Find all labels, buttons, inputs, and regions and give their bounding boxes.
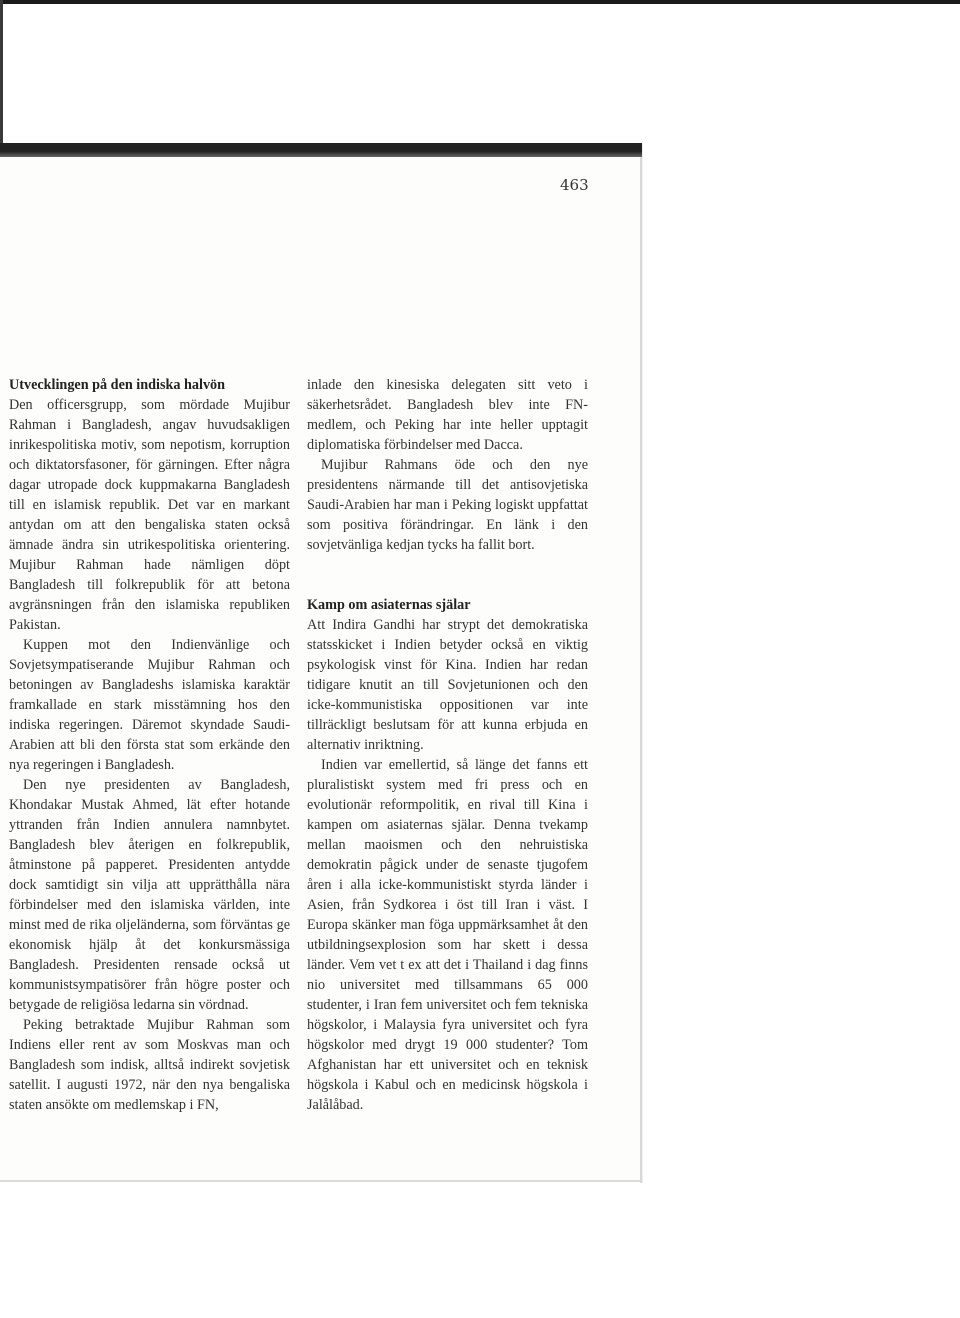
section-heading-right: Kamp om asiaternas själar bbox=[307, 597, 471, 613]
right-column bbox=[307, 375, 588, 1115]
paragraph: Mujibur Rahmans öde och den nye presidentens närmande till det antisovjetiska Saudi-Arabien har man i Peking logiskt uppfattat som positiva förändringar. En länk i den sovjetvänliga kedjan tycks ha fallit bort. bbox=[307, 457, 588, 553]
page-bottom-line bbox=[0, 1180, 640, 1182]
paragraph: Indien var emellertid, så länge det fanns ett pluralistiskt system med fri press och en evolutionär reformpolitik, en rival till Kina i kampen om asiaternas själar. Denna tvekamp mellan maoismen och den nehruistiska demokratin pågick under de senaste tjugofem åren i alla icke-kommunistiskt styrda länder i Asien, från Sydkorea i öst till Iran i väst. I Europa skänker man föga uppmärksamhet åt den utbildningsexplosion som har skett i dessa länder. Vem vet t ex att det i Thailand i dag finns nio universitet med tillsammans 65 000 studenter, i Iran fem universitet och fem tekniska högskolor, i Malaysia fyra universitet och fyra högskolor med drygt 19 000 studenter? Tom Afghanistan har ett universitet och en teknisk högskola i Kabul och en medicinsk högskola i Jalålåbad. bbox=[307, 757, 588, 1113]
section-spacer bbox=[307, 555, 588, 595]
paragraph: Kuppen mot den Indienvänlige och Sovjetsympatiserande Mujibur Rahman och betoningen av Bangladeshs islamiska karaktär framkallade en stark misstämning hos den indiska regeringen. Däremot skyndade Saudi-Arabien att bli den första stat som erkände den nya regeringen i Bangladesh. bbox=[9, 637, 290, 773]
paragraph: Den officersgrupp, som mördade Mujibur Rahman i Bangladesh, angav huvudsakligen inrikespolitiska motiv, som nepotism, korruption och diktatorsfasoner, för gärningen. Efter några dagar utropade dock kuppmakarna Bangladesh till en islamisk republik. Det var en markant antydan om att den bengaliska staten också ämnade ändra sin utrikespolitiska orientering. Mujibur Rahman hade nämligen döpt Bangladesh till folkrepublik för att betona avgränsningen från den islamiska republiken Pakistan. bbox=[9, 397, 290, 633]
page-top-band bbox=[0, 143, 642, 157]
paragraph: Den nye presidenten av Bangladesh, Khondakar Mustak Ahmed, lät efter hotande yttranden från Indien annulera namnbytet. Bangladesh blev återigen en folkrepublik, åtminstone på papperet. Presidenten antydde dock samtidigt sin vilja att upprätthålla nära förbindelser med den islamiska världen, inte minst med de rika oljeländerna, som förväntas ge ekonomisk hjälp åt det konkursmässiga Bangladesh. Presidenten rensade också ut kommunistsympatisörer från högre poster och betygade de religiösa ledarna sin vördnad. bbox=[9, 777, 290, 1013]
page-number: 463 bbox=[560, 176, 589, 194]
paragraph: Peking betraktade Mujibur Rahman som Indiens eller rent av som Moskvas man och Bangladesh som indisk, alltså indirekt sovjetisk satellit. I augusti 1972, när den nya bengaliska staten ansökte om medlemskap i FN, bbox=[9, 1017, 290, 1113]
left-column bbox=[9, 375, 290, 1115]
scan-left-edge bbox=[0, 0, 3, 160]
paragraph: inlade den kinesiska delegaten sitt veto i säkerhetsrådet. Bangladesh blev inte FN-medlem, och Peking har inte heller upptagit diplomatiska förbindelser med Dacca. bbox=[307, 377, 588, 453]
paragraph: Att Indira Gandhi har strypt det demokratiska statsskicket i Indien betyder också en viktig psykologisk vinst för Kina. Indien har redan tidigare knutit an till Sovjetunionen och den icke-kommunistiska oppositionen var inte tillräckligt beslutsam för att kunna erbjuda en alternativ inriktning. bbox=[307, 617, 588, 753]
scan-top-rule bbox=[0, 0, 960, 4]
section-heading-left: Utvecklingen på den indiska halvön bbox=[9, 377, 226, 393]
